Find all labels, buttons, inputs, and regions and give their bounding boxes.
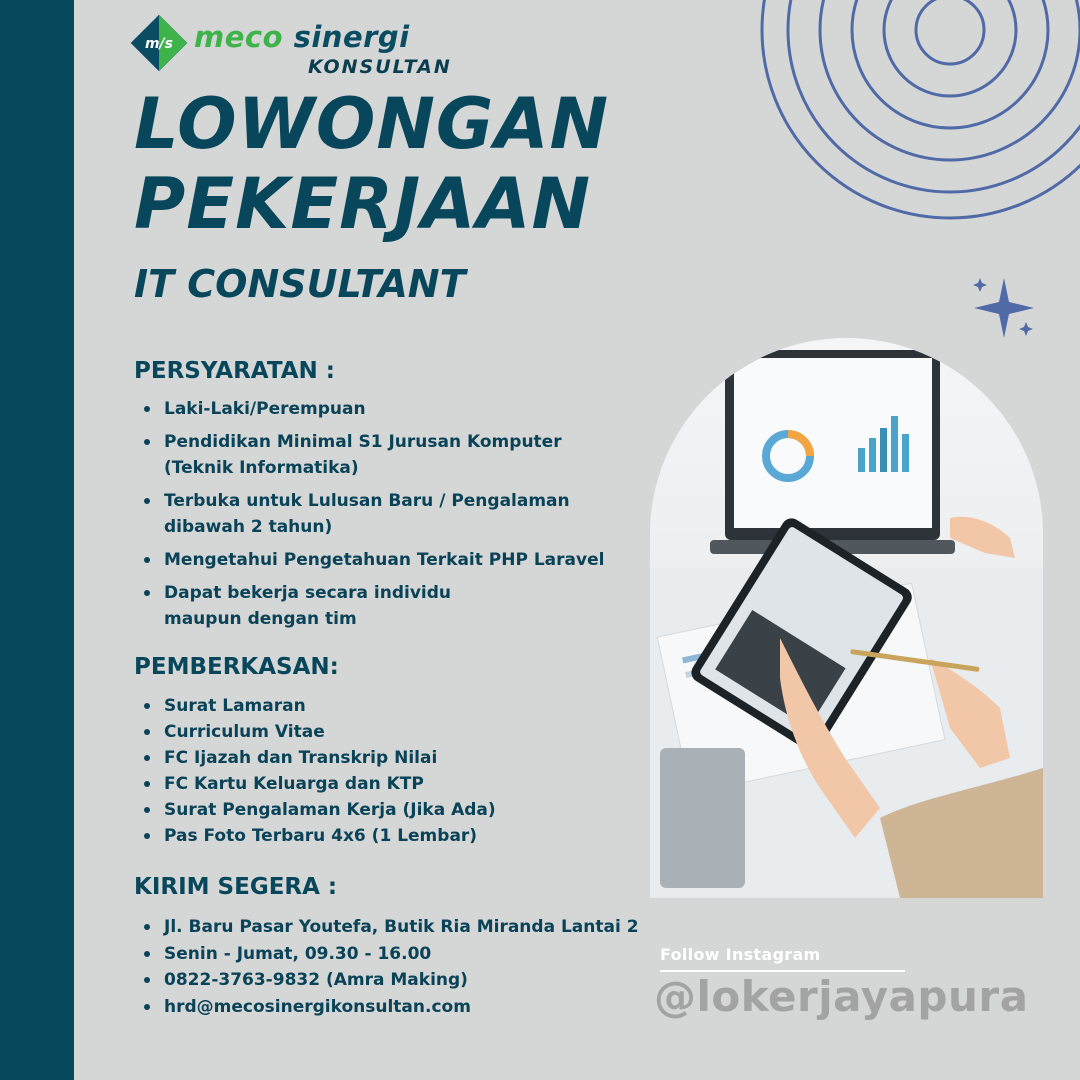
document-item-text: Pas Foto Terbaru 4x6 (1 Lembar) <box>164 826 478 846</box>
requirement-item <box>140 488 604 540</box>
document-item-text: Curriculum Vitae <box>164 722 325 742</box>
document-item <box>140 823 496 849</box>
requirement-item-text: maupun dengan tim <box>164 609 357 629</box>
contact-item <box>140 994 639 1020</box>
document-item <box>140 745 496 771</box>
laptop-tablet-illustration <box>650 338 1043 898</box>
logo-subtitle: KONSULTAN <box>308 56 452 78</box>
documents-heading: PEMBERKASAN: <box>134 654 339 680</box>
contact-item <box>140 914 639 940</box>
headline-line-1: LOWONGAN <box>134 83 610 165</box>
requirement-item-text: dibawah 2 tahun) <box>164 517 333 537</box>
document-item-text: Surat Lamaran <box>164 696 306 716</box>
company-logo <box>128 12 468 82</box>
requirement-item <box>140 429 604 481</box>
requirement-item <box>140 547 604 573</box>
requirement-item-text: Laki-Laki/Perempuan <box>164 399 366 419</box>
contact-item-text: 0822-3763-9832 (Amra Making) <box>164 970 468 990</box>
concentric-rings-decoration <box>760 0 1080 220</box>
documents-list <box>140 693 496 849</box>
document-item <box>140 693 496 719</box>
requirement-item-text: Pendidikan Minimal S1 Jurusan Komputer <box>164 432 562 452</box>
contact-list <box>140 914 639 1020</box>
document-item <box>140 719 496 745</box>
headline-line-2: PEKERJAAN <box>134 163 592 245</box>
document-item-text: FC Ijazah dan Transkrip Nilai <box>164 748 438 768</box>
logo-word-sinergi: sinergi <box>293 20 410 54</box>
follow-instagram-label: Follow Instagram <box>660 945 905 972</box>
sparkle-stars-icon <box>968 272 1042 346</box>
left-sidebar-stripe <box>0 0 74 1080</box>
requirement-item-text: (Teknik Informatika) <box>164 458 359 478</box>
headline <box>134 84 609 244</box>
contact-item-text: Jl. Baru Pasar Youtefa, Butik Ria Miranda Lantai 2 <box>164 917 639 937</box>
contact-item <box>140 941 639 967</box>
requirement-item-text: Terbuka untuk Lulusan Baru / Pengalaman <box>164 491 570 511</box>
requirements-list <box>140 396 604 639</box>
contact-item-text: hrd@mecosinergikonsultan.com <box>164 996 471 1017</box>
requirement-item-text: Dapat bekerja secara individu <box>164 583 452 603</box>
requirement-item-text: Mengetahui Pengetahuan Terkait PHP Laravel <box>164 550 605 570</box>
svg-text:m/s: m/s <box>144 36 174 52</box>
instagram-handle: @lokerjayapura <box>654 972 1029 1021</box>
requirement-item <box>140 580 604 632</box>
contact-heading: KIRIM SEGERA : <box>134 874 338 900</box>
requirements-heading: PERSYARATAN : <box>134 358 335 384</box>
document-item <box>140 797 496 823</box>
logo-word-meco: meco <box>194 20 283 54</box>
document-item <box>140 771 496 797</box>
logo-mark-icon <box>128 12 190 74</box>
logo-wordmark <box>194 20 410 54</box>
contact-item <box>140 967 639 993</box>
requirement-item <box>140 396 604 422</box>
job-position: IT CONSULTANT <box>134 262 466 306</box>
document-item-text: FC Kartu Keluarga dan KTP <box>164 774 424 794</box>
office-photo <box>650 338 1043 898</box>
document-item-text: Surat Pengalaman Kerja (Jika Ada) <box>164 800 496 820</box>
contact-item-text: Senin - Jumat, 09.30 - 16.00 <box>164 943 432 964</box>
